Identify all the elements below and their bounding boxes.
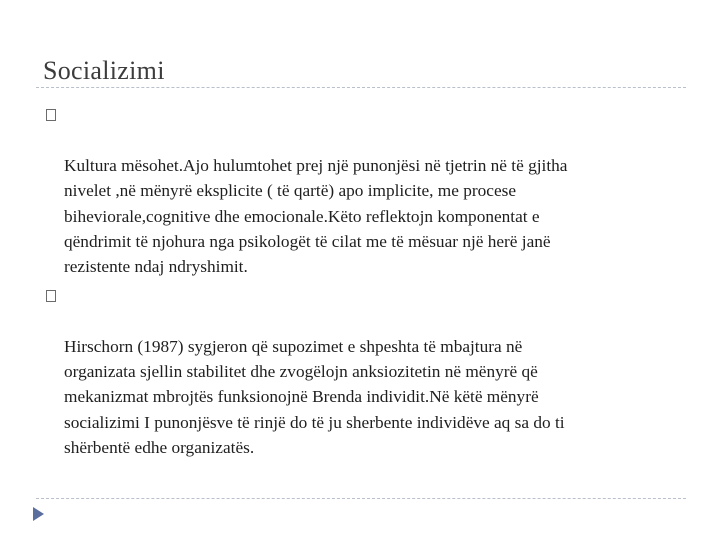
- footer-divider: [36, 498, 686, 499]
- bullet-text: Hirschorn (1987) sygjeron që supozimet e shpeshta të mbajtura në organizata sjellin stabilitet dhe zvogëlojn anksiozitetin në mënyrë që mekanizmat mbrojtës funksionojnë Brenda individit.Në këtë mënyrë socializimi I punonjësve të rinjë do të ju sherbente individëve aq sa do ti shërbentë edhe organizatës.: [64, 336, 565, 458]
- next-arrow-icon[interactable]: [33, 507, 44, 521]
- bullet-text: Kultura mësohet.Ajo hulumtohet prej një punonjësi në tjetrin në të gjitha nivelet ,në mënyrë eksplicite ( të qartë) apo implicite, me procese biheviorale,cognitive dhe emocionale.Këto reflektojn komponentat e qëndrimit të njohura nga psikologët të cilat me të mësuar një herë janë rezistente ndaj ndryshimit.: [64, 155, 568, 277]
- slide-title: Socializimi: [43, 56, 165, 85]
- bullet-item: [46, 283, 686, 461]
- title-divider: [36, 87, 686, 88]
- bullet-list: [46, 102, 686, 464]
- bullet-item: [46, 102, 686, 280]
- bullet-square-icon: [46, 109, 56, 121]
- bullet-square-icon: [46, 290, 56, 302]
